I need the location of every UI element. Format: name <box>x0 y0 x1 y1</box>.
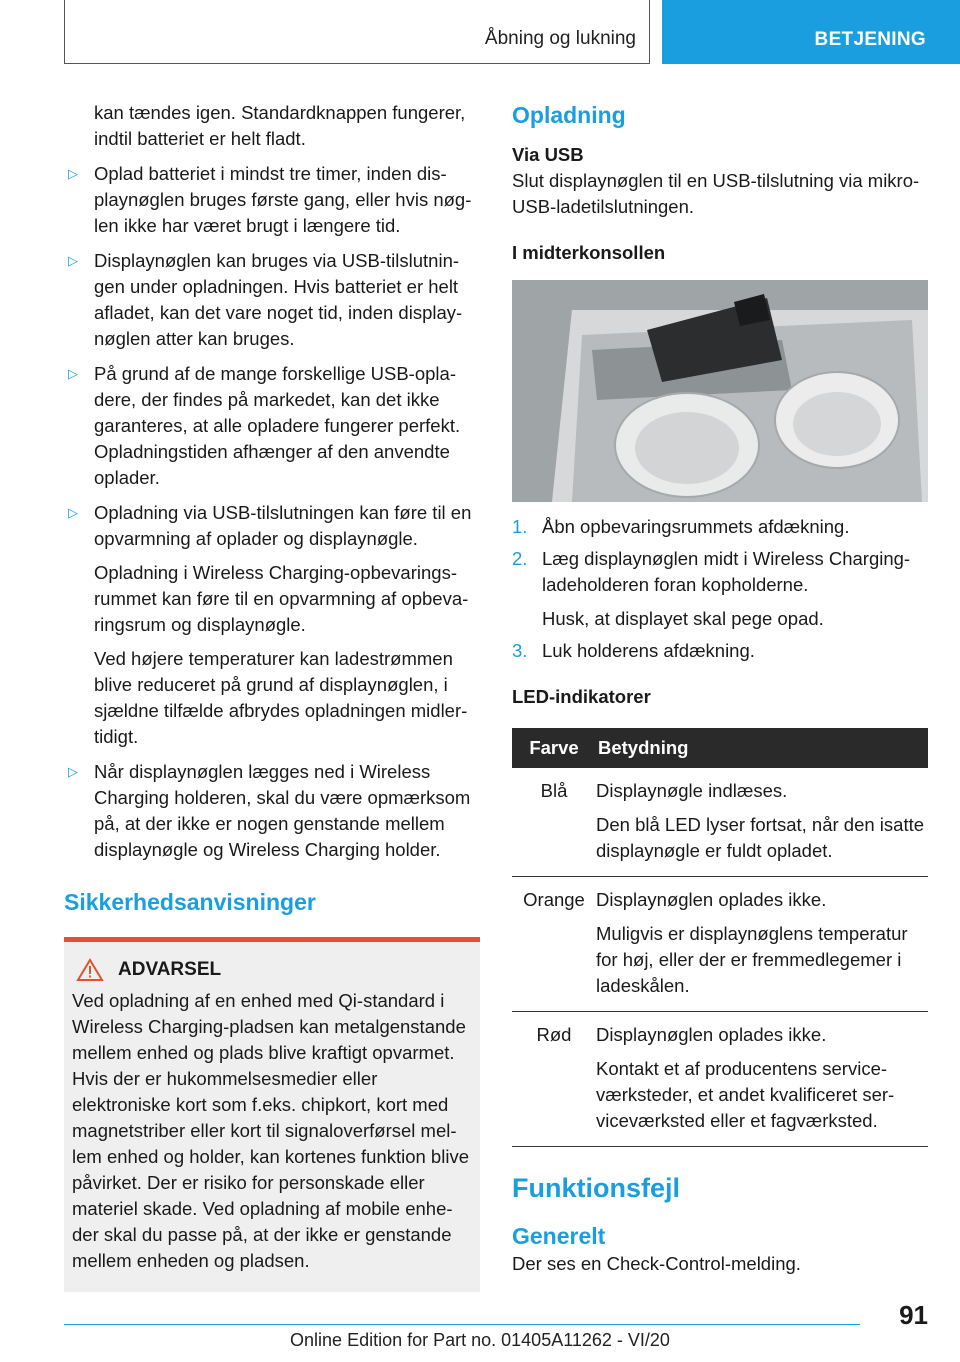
table-header-row <box>512 728 928 768</box>
list-item-subtext: Opladning i Wireless Charging-opbevaringsrummet kan føre til en opvarmning af opbevaringsrum og displaynøgle. <box>94 562 469 635</box>
color-cell: Rød <box>512 1012 596 1147</box>
triangle-bullet-icon: ▷ <box>68 253 78 268</box>
table-row <box>512 877 928 1012</box>
list-item: ▷ Opladning via USB-tilslutningen kan føre til en opvarmning af oplader og displaynøgle. <box>68 502 472 549</box>
left-column <box>64 100 480 1292</box>
meaning-cell: Displaynøglen oplades ikke. Kontakt et af producentens serviceværksteder, et andet kvalificeret serviceværksted eller et fagværksted. <box>596 1012 928 1147</box>
warning-triangle-icon <box>76 958 104 982</box>
triangle-bullet-icon: ▷ <box>68 166 78 181</box>
list-item: ▷ På grund af de mange forskellige USB-opladere, der findes på markedet, kan det ikke garanteres, at alle opladere fungerer perfekt. Opladningstiden afhænger af den anvendte oplader. <box>68 363 461 488</box>
console-illustration <box>512 280 928 502</box>
list-item-subtext: Ved højere temperaturer kan ladestrømmen blive reduceret på grund af displaynøglen, i sjældne tilfælde afbrydes opladningen midlertidigt. <box>94 648 468 747</box>
general-text: Der ses en Check-Control-melding. <box>512 1253 801 1274</box>
meaning-cell: Displaynøgle indlæses. Den blå LED lyser fortsat, når den isatte displaynøgle er fuldt opladet. <box>596 768 928 877</box>
warning-box <box>64 937 480 1292</box>
list-item: ▷ Displaynøglen kan bruges via USB-tilslutningen under opladningen. Hvis batteriet er helt afladet, kan det vare noget tid, inden displaynøglen atter kan bruges. <box>68 250 463 349</box>
step-number: 3. <box>512 640 528 661</box>
warning-text: Ved opladning af en enhed med Qi-standard i Wireless Charging-pladsen kan metalgenstande mellem enhed og plads blive kraftigt opvarmet. Hvis der er hukommelsesmedier eller elektroniske kort som f.eks. chipkort, kort med magnetstriber eller kort til signaloverførsel mellem enhed og holder, kan kortenes funktion blive påvirket. Der er risiko for personskade eller materiel skade. Ved opladning af mobile enheder skal du passe på, at der ikke er genstande mellem enheden og pladsen. <box>72 990 469 1271</box>
step-number: 2. <box>512 548 528 569</box>
color-cell: Orange <box>512 877 596 1012</box>
color-cell: Blå <box>512 768 596 877</box>
triangle-bullet-icon: ▷ <box>68 764 78 779</box>
general-heading: Generelt <box>512 1223 606 1249</box>
list-item: ▷ Når displaynøglen lægges ned i Wireless Charging holderen, skal du være opmærksom på, at der ikke er nogen genstande mellem displaynøgle og Wireless Charging holder. <box>68 761 471 860</box>
step-item: 1. Åbn opbevaringsrummets afdækning. <box>512 514 928 540</box>
triangle-bullet-icon: ▷ <box>68 366 78 381</box>
charging-heading: Opladning <box>512 102 626 128</box>
table-row <box>512 1012 928 1147</box>
right-column <box>512 100 928 1277</box>
intro-text: kan tændes igen. Standardknappen fungerer, indtil batteriet er helt fladt. <box>94 102 466 149</box>
warning-title: ADVARSEL <box>118 959 222 980</box>
led-table <box>512 728 928 1147</box>
section-title: Åbning og lukning <box>484 28 636 49</box>
usb-heading: Via USB <box>512 144 584 165</box>
safety-heading: Sikkerhedsanvisninger <box>64 889 316 915</box>
meaning-cell: Displaynøglen oplades ikke. Muligvis er displaynøglens temperatur for høj, eller der er fremmedlegemer i ladeskålen. <box>596 877 928 1012</box>
malfunction-heading: Funktionsfejl <box>512 1173 680 1203</box>
chapter-tab: BETJENING <box>662 0 960 64</box>
warning-header <box>72 958 472 982</box>
column-header: Betydning <box>596 728 928 768</box>
led-heading: LED-indikatorer <box>512 686 651 707</box>
page-number: 91 <box>899 1300 928 1330</box>
console-heading: I midterkonsollen <box>512 242 666 263</box>
console-photo <box>512 280 928 502</box>
step-item: 2. Læg displaynøglen midt i Wireless Charging-ladeholderen foran kopholderne. <box>512 548 911 595</box>
step-note: Husk, at displayet skal pege opad. <box>542 608 824 629</box>
list-item: ▷ Oplad batteriet i mindst tre timer, inden displaynøglen bruges første gang, eller hvis nøglen ikke har været brugt i længere tid. <box>68 163 472 236</box>
edition-footer: Online Edition for Part no. 01405A11262 - VI/20 <box>290 1330 670 1350</box>
usb-text: Slut displaynøglen til en USB-tilslutning via mikro-USB-ladetilslutningen. <box>512 170 920 217</box>
step-number: 1. <box>512 516 528 537</box>
triangle-bullet-icon: ▷ <box>68 505 78 520</box>
footer-divider <box>64 1324 860 1325</box>
column-header: Farve <box>512 728 596 768</box>
table-row <box>512 768 928 877</box>
step-item: 3. Luk holderens afdækning. <box>512 638 928 664</box>
